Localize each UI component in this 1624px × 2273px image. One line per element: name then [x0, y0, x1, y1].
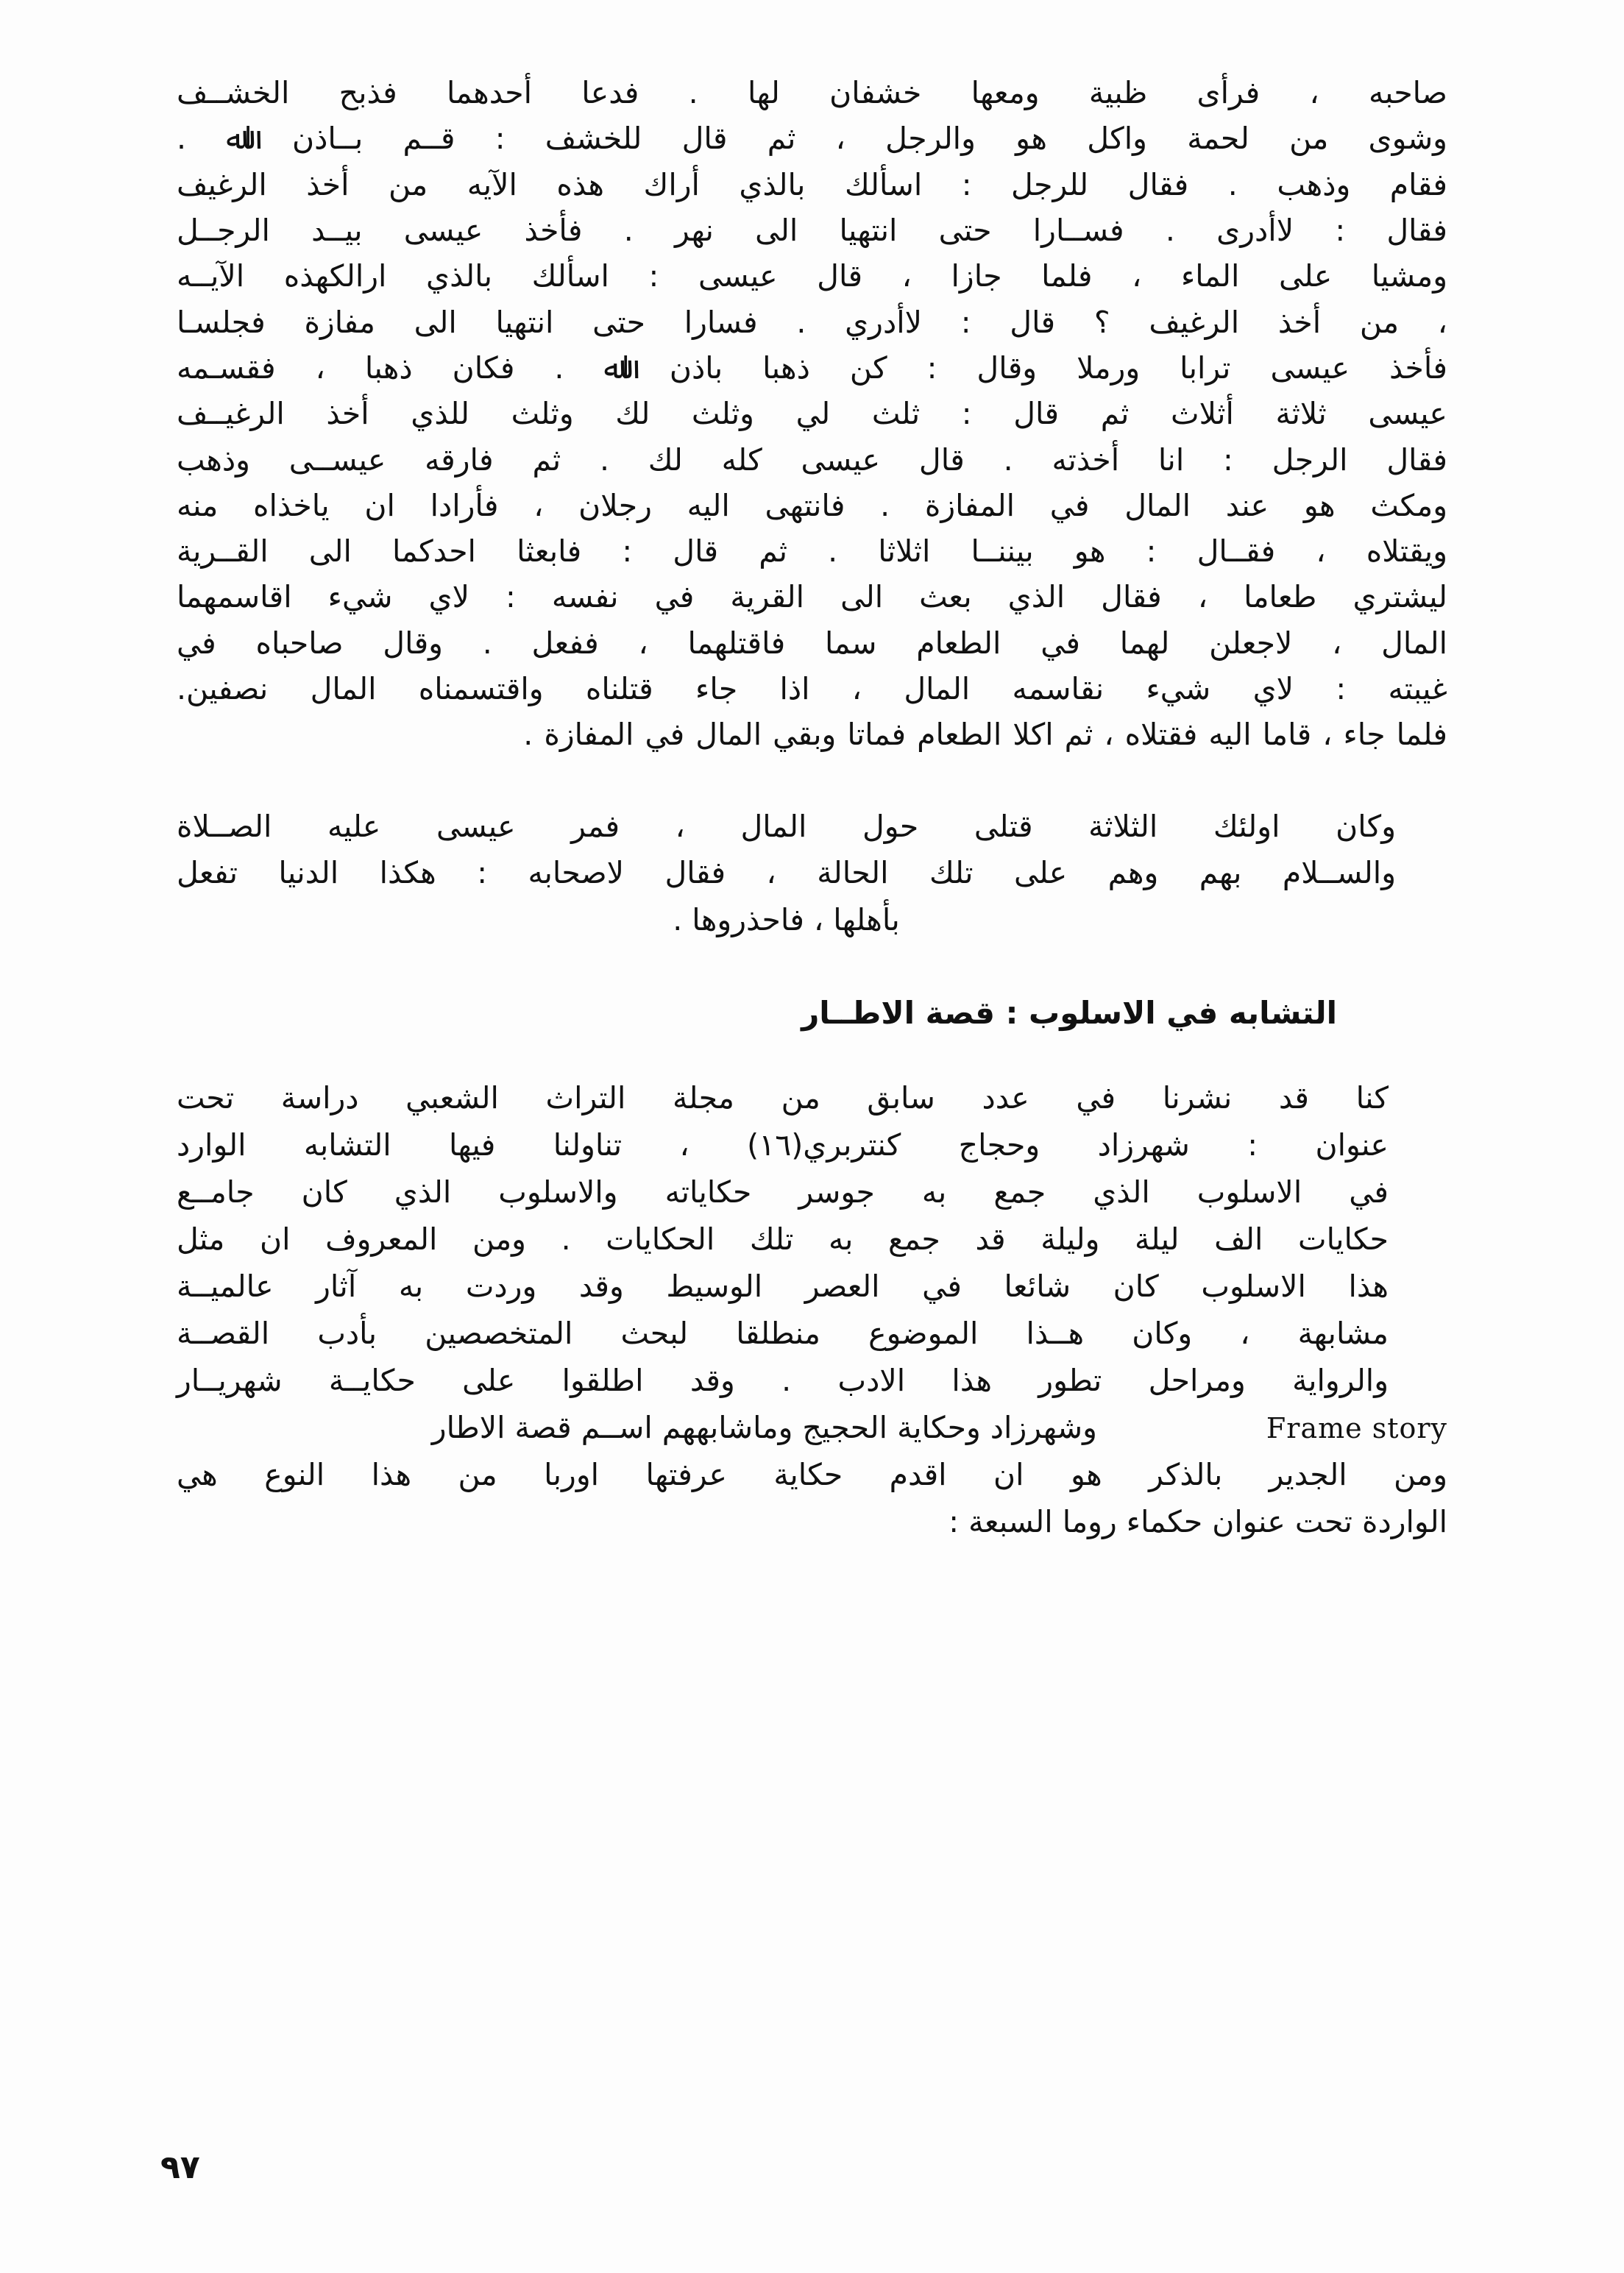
- text-line: فقال : لاأدرى . فســارا حتى انتهيا الى نهر . فأخذ عيسى بيــد الرجــل: [177, 212, 1447, 248]
- text-line: ومشيا على الماء ، فلما جازا ، قال عيسى : اسألك بالذي ارالكهذه الآيــه: [177, 258, 1447, 294]
- paragraph-frame-story: [177, 1075, 1447, 1452]
- text-line: غيبته : لاي شيء نقاسمه المال ، اذا جاء قتلناه واقتسمناه المال نصفين.: [177, 671, 1447, 707]
- text-line: الواردة تحت عنوان حكماء روما السبعة :: [948, 1503, 1447, 1539]
- text-line: المال ، لاجعلن لهما في الطعام سما فاقتلهما ، ففعل . وقال صاحباه في: [177, 625, 1447, 661]
- text-line: كنا قد نشرنا في عدد سابق من مجلة التراث الشعبي دراسة تحت: [177, 1080, 1389, 1116]
- section-heading: التشابه في الاسلوب : قصة الاطــار: [801, 995, 1337, 1032]
- text-line: ومكث هو عند المال في المفازة . فانتهى اليه رجلان ، فأرادا ان ياخذاه منه: [177, 487, 1447, 523]
- text-line-mixed: [177, 1405, 1447, 1452]
- text-line: بأهلها ، فاحذروها .: [673, 901, 900, 937]
- paragraph-frame-story-tail: [177, 1452, 1447, 1545]
- text-line: فقال الرجل : انا أخذته . قال عيسى كله لك . ثم فارقه عيســى وذهب: [177, 442, 1447, 478]
- text-line: ويقتلاه ، فقــال : هو بيننــا اثلاثا . ثم قال : فابعثا احدكما الى القــرية: [177, 533, 1447, 570]
- text-line: ليشتري طعاما ، فقال الذي بعث الى القرية في نفسه : لاي شيء اقاسمهما: [177, 579, 1447, 615]
- text-line: ، من أخذ الرغيف ؟ قال : لاأدري . فسارا حتى انتهيا الى مفازة فجلسـا: [177, 304, 1447, 340]
- text-line: ومن الجدير بالذكر هو ان اقدم حكاية عرفتها اوربا من هذا النوع هي: [177, 1456, 1447, 1492]
- text-line: حكايات الف ليلة وليلة قد جمع به تلك الحكايات . ومن المعروف ان مثل: [177, 1221, 1389, 1258]
- latin-term-frame-story: Frame story: [1266, 1412, 1447, 1444]
- page-number: ٩٧: [160, 2149, 200, 2186]
- paragraph-three-dead-men: [177, 804, 1447, 944]
- text-line: فقام وذهب . فقال للرجل : اسألك بالذي أراك هذه الآيه من أخذ الرغيف: [177, 166, 1447, 202]
- text-line: فأخذ عيسى ترابا ورملا وقال : كن ذهبا باذن اﷲ . فكان ذهبا ، فقسـمه: [177, 350, 1447, 386]
- text-line: صاحبه ، فرأى ظبية ومعها خشفان لها . فدعا أحدهما فذبح الخشــف: [177, 75, 1447, 110]
- text-line: والرواية ومراحل تطور هذا الادب . وقد اطلقوا على حكايــة شهريــار: [177, 1363, 1389, 1399]
- text-line: عنوان : شهرزاد وحجاج كنتربري(١٦) ، تناولنا فيها التشابه الوارد: [177, 1127, 1389, 1163]
- paragraph-story-continuation: [177, 70, 1447, 758]
- text-line: مشابهة ، وكان هــذا الموضوع منطلقا لبحث المتخصصين بأدب القصــة: [177, 1316, 1389, 1352]
- text-line: وشهرزاد وحكاية الحجيج وماشابههم اســم قصة الاطار: [431, 1410, 1097, 1445]
- text-line: والســلام بهم وهم على تلك الحالة ، فقال لاصحابه : هكذا الدنيا تفعل: [177, 855, 1396, 891]
- text-line: فلما جاء ، قاما اليه فقتلاه ، ثم اكلا الطعام فماتا وبقي المال في المفازة .: [523, 717, 1447, 753]
- text-line: في الاسلوب الذي جمع به جوسر حكاياته والاسلوب الذي كان جامــع: [177, 1174, 1389, 1210]
- text-line: هذا الاسلوب كان شائعا في العصر الوسيط وقد وردت به آثار عالميــة: [177, 1269, 1389, 1305]
- text-line: وشوى من لحمة واكل هو والرجل ، ثم قال للخشف : قــم بــاذن اﷲ .: [177, 121, 1447, 157]
- page-content: [177, 70, 1447, 1545]
- text-line: وكان اولئك الثلاثة قتلى حول المال ، فمر عيسى عليه الصــلاة: [177, 808, 1396, 844]
- text-line: عيسى ثلاثة أثلاث ثم قال : ثلث لي وثلث لك وثلث للذي أخذ الرغيــف: [177, 396, 1447, 432]
